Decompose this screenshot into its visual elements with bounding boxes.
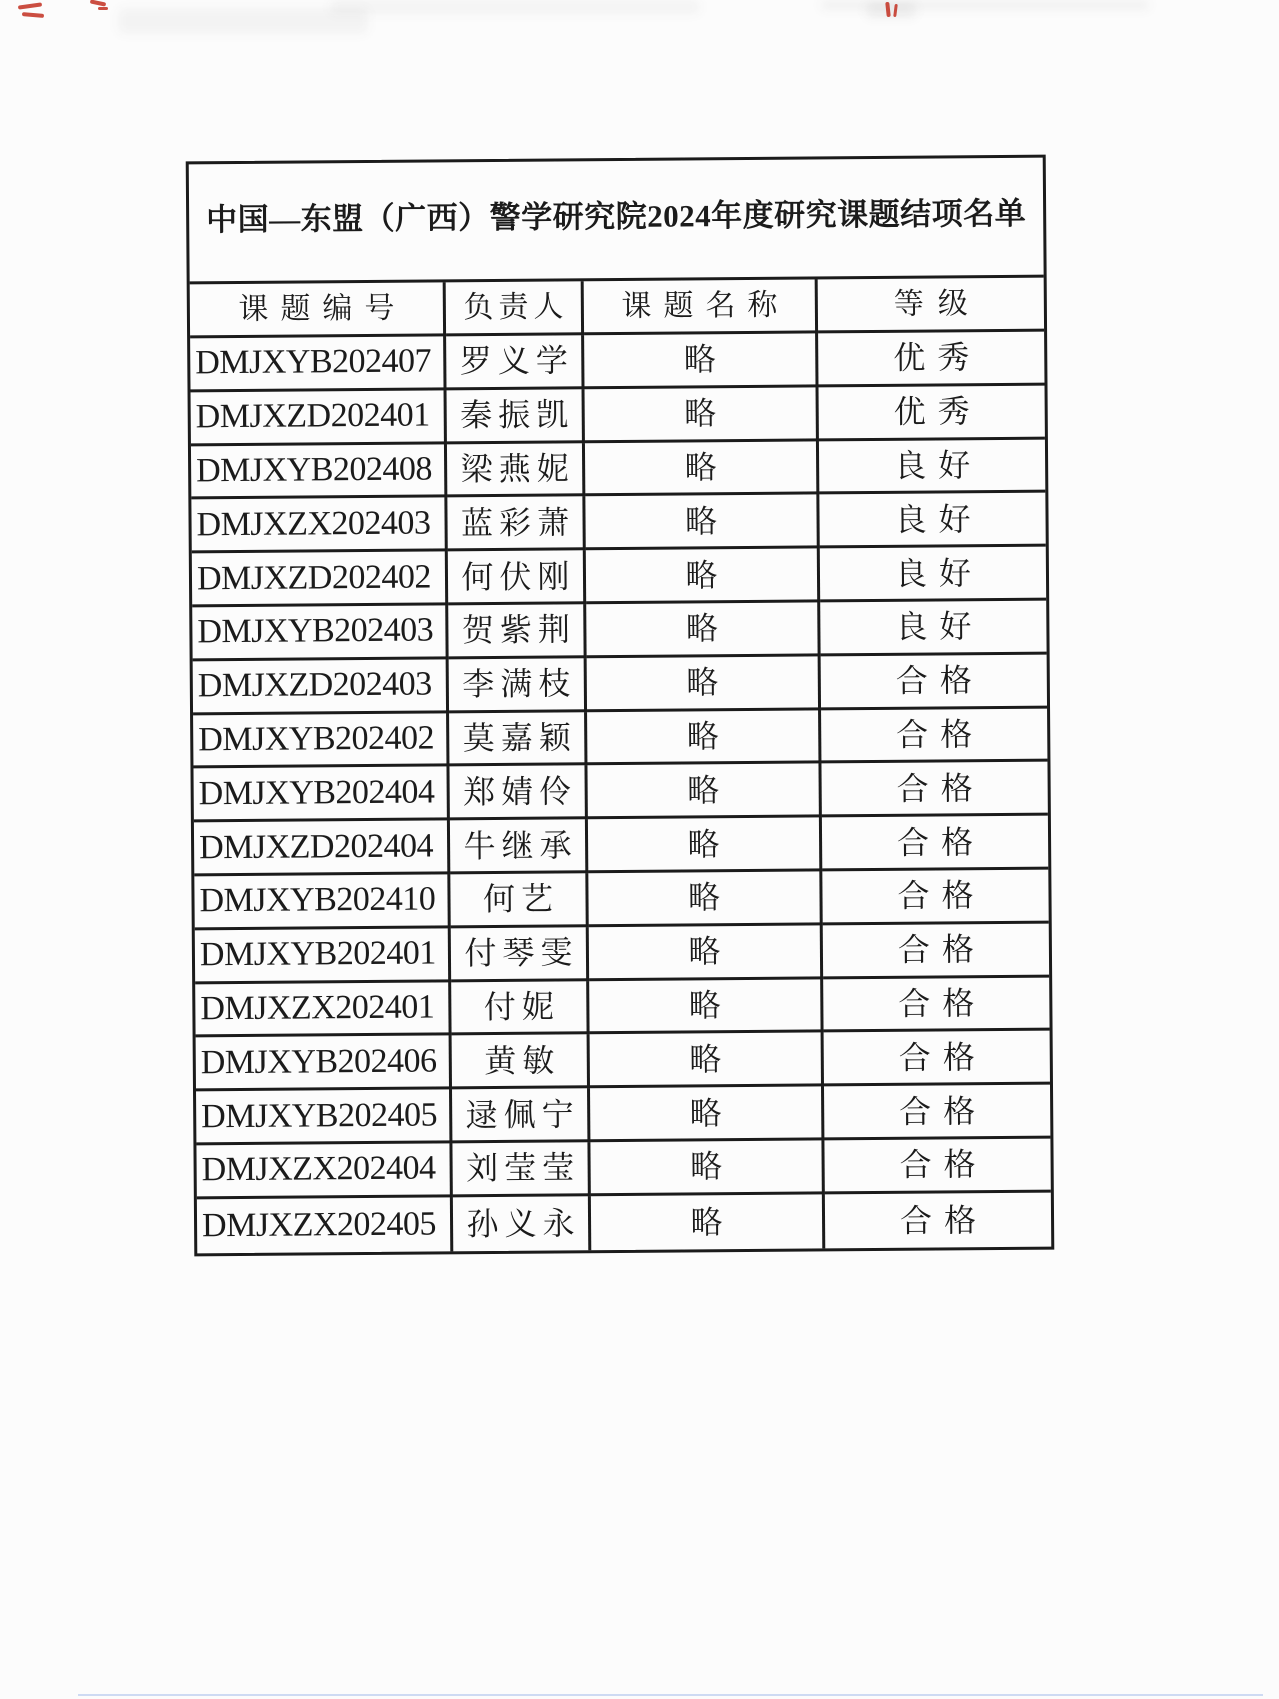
project-code: DMJXZX202405 [197,1197,453,1253]
leader-name: 黄敏 [452,1035,590,1090]
project-code: DMJXZX202403 [191,498,447,554]
project-code: DMJXYB202404 [193,767,449,823]
project-name: 略 [589,979,823,1035]
project-name: 略 [587,656,821,712]
project-name: 略 [590,1087,824,1143]
column-header-code: 课题编号 [190,282,446,338]
project-code: DMJXZD202402 [192,552,448,608]
grade-value: 良好 [819,493,1045,549]
leader-name: 梁燕妮 [447,443,585,498]
results-table [186,155,1055,1256]
red-ink-artifact [884,2,900,19]
grade-value: 合格 [823,977,1049,1033]
project-code: DMJXYB202410 [194,874,450,930]
grade-value: 良好 [820,547,1046,603]
project-name: 略 [587,764,821,820]
project-name: 略 [586,602,820,658]
project-code: DMJXYB202406 [196,1036,452,1092]
project-name: 略 [588,871,822,927]
project-name: 略 [591,1194,825,1250]
column-header-leader: 负责人 [446,281,584,336]
leader-name: 李满枝 [449,658,587,713]
leader-name: 秦振凯 [447,389,585,444]
grade-value: 合格 [822,816,1048,872]
table-grid [190,278,1052,1253]
document-title: 中国—东盟（广西）警学研究院2024年度研究课题结项名单 [206,195,1027,238]
leader-name: 罗义学 [446,335,584,390]
project-name: 略 [584,333,818,389]
leader-name: 逯佩宁 [452,1088,590,1143]
grade-value: 良好 [819,439,1045,495]
project-code: DMJXYB202405 [196,1089,452,1145]
grade-value: 合格 [824,1139,1050,1195]
column-header-grade: 等级 [818,278,1044,334]
grade-value: 合格 [824,1031,1050,1087]
project-code: DMJXZD202401 [191,390,447,446]
grade-value: 合格 [822,870,1048,926]
scan-smudge [330,0,700,14]
red-ink-artifact [18,2,48,20]
project-code: DMJXZX202401 [195,982,451,1038]
grade-value: 合格 [824,1085,1050,1141]
red-ink-artifact [90,0,110,13]
leader-name: 郑婧伶 [449,766,587,821]
project-code: DMJXYB202402 [193,713,449,769]
grade-value: 合格 [823,923,1049,979]
project-name: 略 [587,710,821,766]
column-header-project: 课题名称 [584,279,818,335]
grade-value: 优秀 [819,385,1045,441]
leader-name: 孙义永 [453,1196,591,1251]
grade-value: 良好 [820,601,1046,657]
grade-value: 合格 [821,654,1047,710]
project-name: 略 [590,1140,824,1196]
project-code: DMJXYB202403 [192,605,448,661]
grade-value: 合格 [899,1201,989,1239]
grade-value: 合格 [821,708,1047,764]
project-code: DMJXZX202404 [196,1143,452,1199]
project-code: DMJXZD202403 [193,659,449,715]
project-code: DMJXYB202407 [190,336,446,392]
project-name: 略 [585,441,819,497]
leader-name: 贺紫荆 [448,604,586,659]
leader-name: 何伏刚 [448,550,586,605]
leader-name: 蓝彩萧 [447,497,585,552]
leader-name: 莫嘉颖 [449,712,587,767]
scan-edge-line [78,1694,1263,1696]
leader-name: 付妮 [451,981,589,1036]
grade-value: 合格 [821,762,1047,818]
leader-name: 牛继承 [450,819,588,874]
table-title-box [189,158,1044,285]
project-code: DMJXYB202401 [195,928,451,984]
project-code: DMJXZD202404 [194,821,450,877]
project-name: 略 [585,495,819,551]
project-code: DMJXYB202408 [191,444,447,500]
project-name: 略 [588,818,822,874]
project-name: 略 [589,925,823,981]
leader-name: 付琴雯 [451,927,589,982]
grade-value: 优秀 [818,332,1044,388]
project-name: 略 [590,1033,824,1089]
leader-name: 刘莹莹 [452,1142,590,1197]
leader-name: 何艺 [450,873,588,928]
project-name: 略 [586,549,820,605]
project-name: 略 [585,387,819,443]
